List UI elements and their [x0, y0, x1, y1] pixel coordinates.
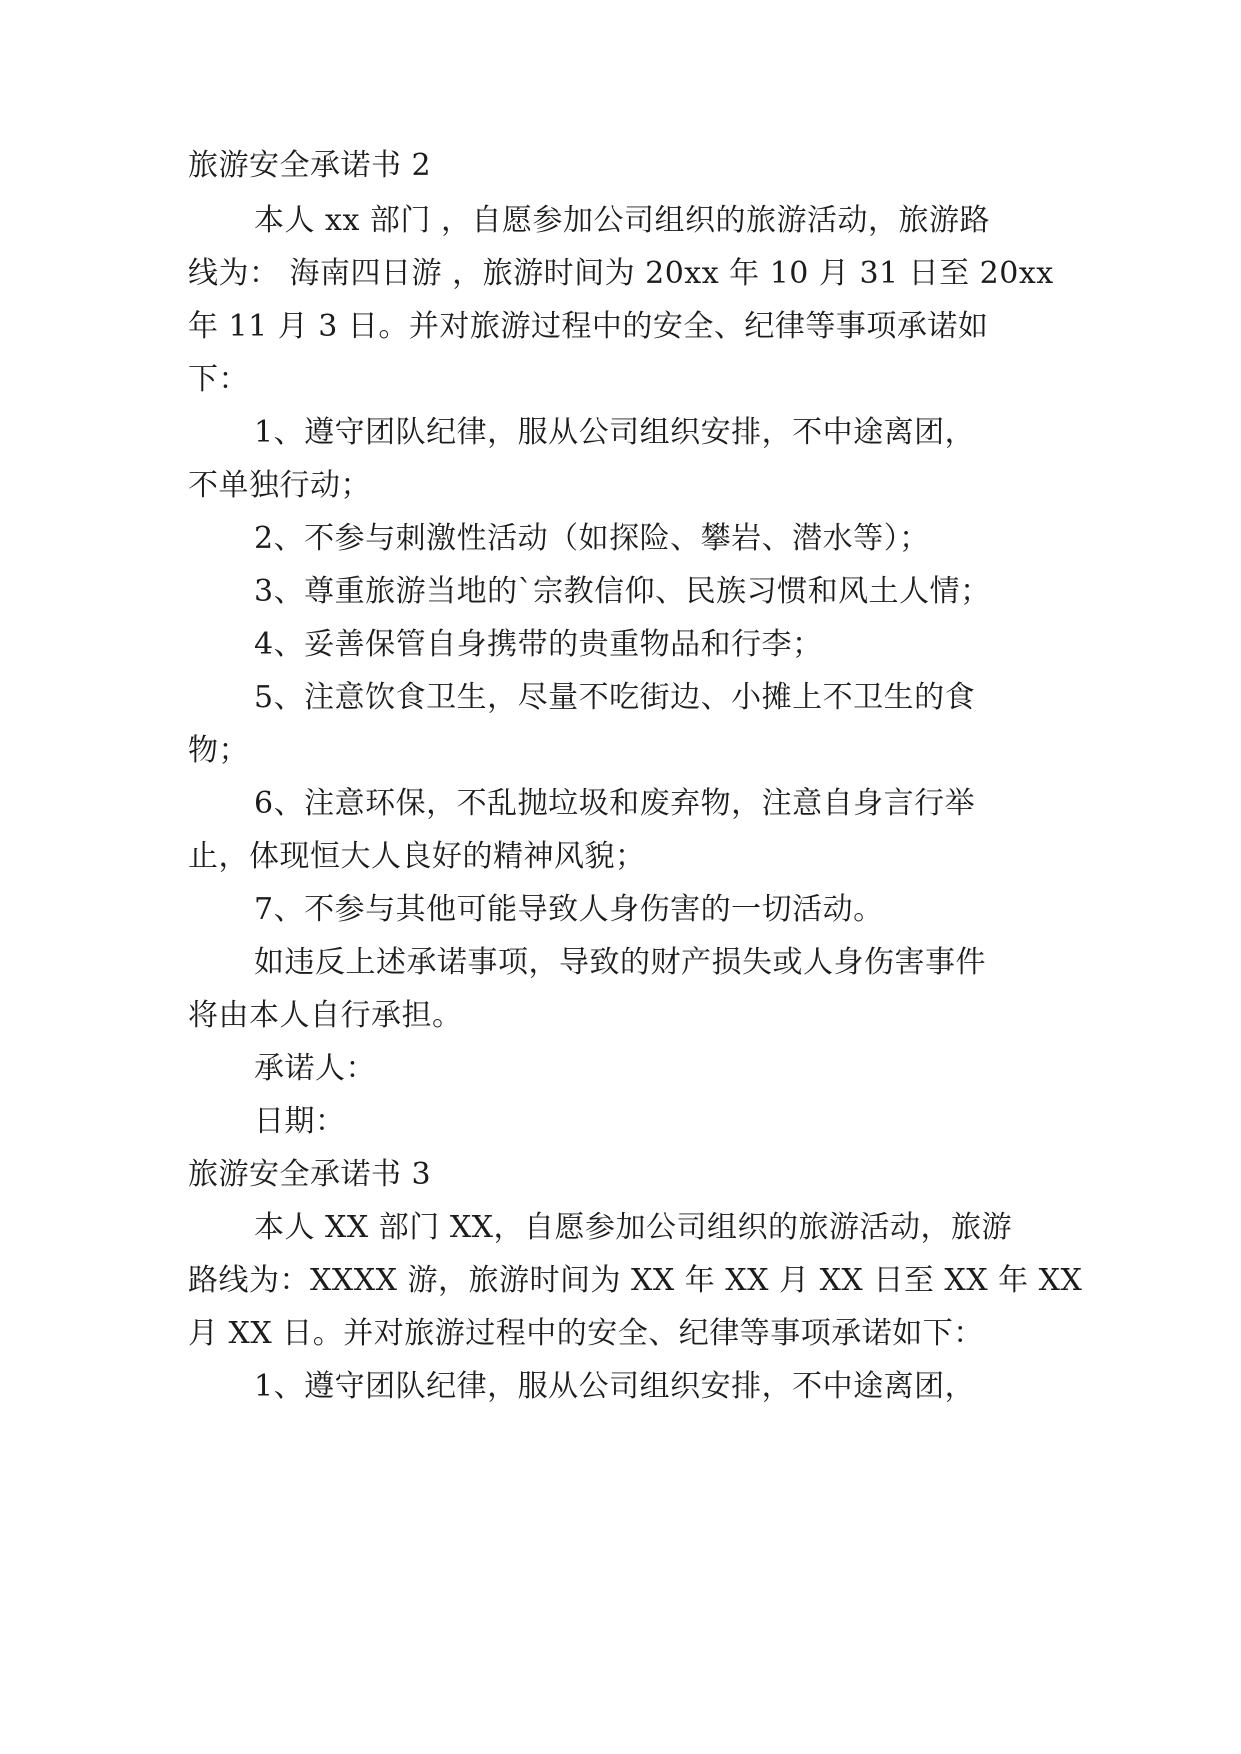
- closing-line: 将由本人自行承担。: [188, 998, 463, 1033]
- commitment-item-6: 6、注意环保，不乱抛垃圾和废弃物，注意自身言行举: [254, 786, 976, 821]
- section-heading-3: 旅游安全承诺书 3: [188, 1157, 432, 1192]
- commitment-item-1-cont: 不单独行动；: [188, 468, 371, 503]
- commitment-item-7: 7、不参与其他可能导致人身伤害的一切活动。: [254, 892, 884, 927]
- commitment-item-1: 1、遵守团队纪律，服从公司组织安排，不中途离团，: [254, 415, 976, 450]
- signer-label: 承诺人：: [254, 1051, 376, 1086]
- commitment-item-5: 5、注意饮食卫生，尽量不吃街边、小摊上不卫生的食: [254, 680, 976, 715]
- commitment-item-5-cont: 物；: [188, 733, 249, 768]
- commitment-item-1: 1、遵守团队纪律，服从公司组织安排，不中途离团，: [254, 1369, 976, 1404]
- intro-line: 下：: [188, 362, 249, 397]
- intro-line: 月 XX 日。并对旅游过程中的安全、纪律等事项承诺如下：: [188, 1316, 984, 1351]
- commitment-item-6-cont: 止，体现恒大人良好的精神风貌；: [188, 839, 646, 874]
- date-label: 日期：: [254, 1104, 346, 1139]
- section-heading-2: 旅游安全承诺书 2: [188, 148, 432, 183]
- intro-line: 年 11 月 3 日。并对旅游过程中的安全、纪律等事项承诺如: [188, 309, 989, 344]
- commitment-item-3: 3、尊重旅游当地的`宗教信仰、民族习惯和风土人情；: [254, 574, 991, 609]
- intro-line: 路线为：XXXX 游，旅游时间为 XX 年 XX 月 XX 日至 XX 年 XX: [188, 1263, 1083, 1298]
- intro-line: 本人 XX 部门 XX，自愿参加公司组织的旅游活动，旅游: [254, 1210, 1013, 1245]
- closing-line: 如违反上述承诺事项，导致的财产损失或人身伤害事件: [254, 945, 986, 980]
- commitment-item-2: 2、不参与刺激性活动（如探险、攀岩、潜水等）；: [254, 521, 930, 556]
- intro-line: 线为： 海南四日游 ，旅游时间为 20xx 年 10 月 31 日至 20xx: [188, 256, 1054, 291]
- commitment-item-4: 4、妥善保管自身携带的贵重物品和行李；: [254, 627, 823, 662]
- intro-line: 本人 xx 部门 ，自愿参加公司组织的旅游活动，旅游路: [254, 203, 990, 238]
